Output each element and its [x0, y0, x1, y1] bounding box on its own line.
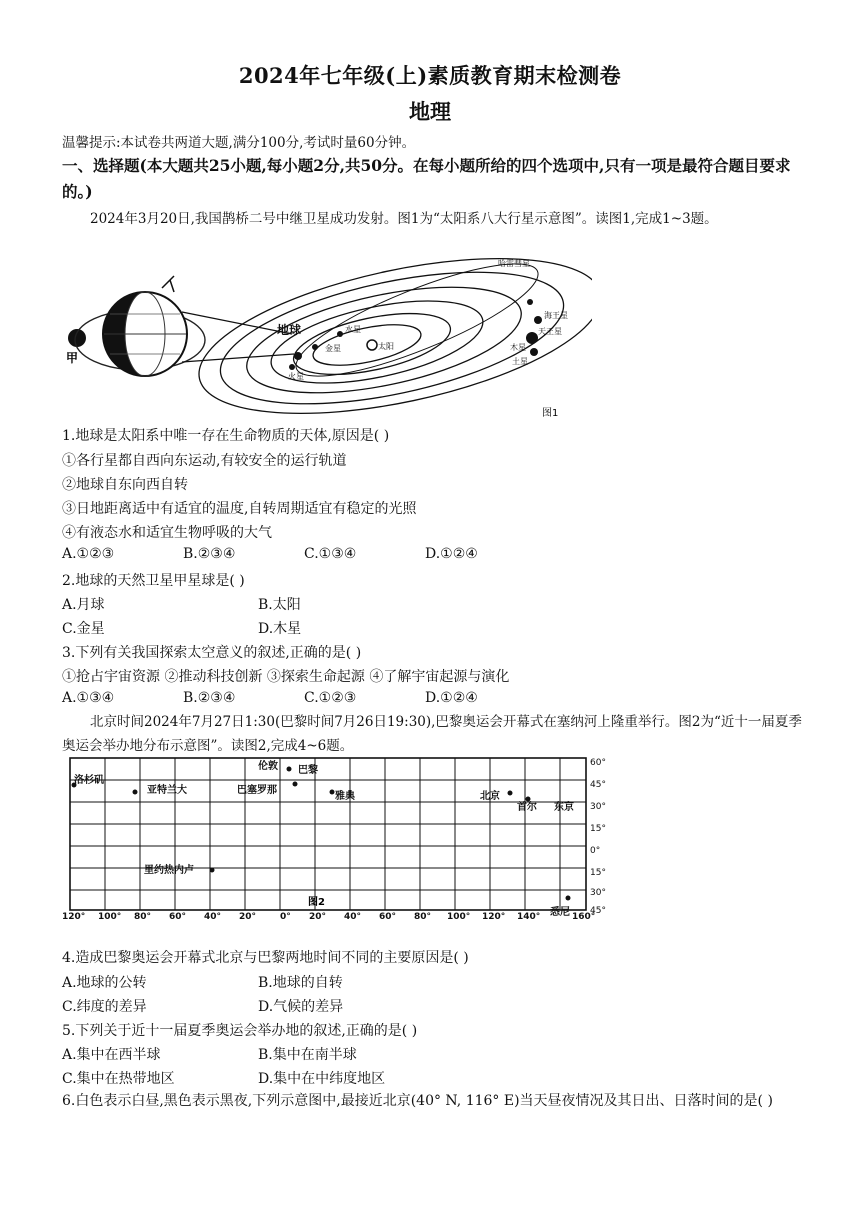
- question-2-stem: 2.地球的天然卫星甲星球是( ): [62, 573, 245, 589]
- svg-text:水星: 水星: [345, 325, 361, 334]
- intro-paragraph-1: 2024年3月20日,我国鹊桥二号中继卫星成功发射。图1为“太阳系八大行星示意图”。读图1,完成1~3题。: [90, 211, 718, 227]
- svg-text:里约热内卢: 里约热内卢: [144, 865, 194, 876]
- question-4-option-d[interactable]: D.气候的差异: [258, 999, 344, 1015]
- svg-text:火星: 火星: [288, 372, 304, 381]
- question-1-option-c[interactable]: C.①③④: [304, 546, 357, 562]
- svg-text:金星: 金星: [325, 344, 341, 353]
- question-6-stem: 6.白色表示白昼,黑色表示黑夜,下列示意图中,最接近北京(40° N, 116° E)当天昼夜情况及其日出、日落时间的是( ): [62, 1093, 773, 1109]
- svg-text:20°: 20°: [309, 912, 327, 920]
- svg-text:北京: 北京: [480, 791, 500, 802]
- intro-paragraph-2: 北京时间2024年7月27日1:30(巴黎时间7月26日19:30),巴黎奥运会开幕式在塞纳河上隆重举行。图2为“近十一届夏季奥运会举办地分布示意图”。读图2,完成4~6题。: [62, 714, 802, 754]
- question-4-option-a[interactable]: A.地球的公转: [62, 975, 147, 991]
- svg-text:雅典: 雅典: [335, 791, 355, 802]
- question-3-option-c[interactable]: C.①②③: [304, 690, 357, 706]
- svg-text:45°: 45°: [590, 906, 606, 916]
- question-5-option-c[interactable]: C.集中在热带地区: [62, 1071, 175, 1087]
- svg-text:80°: 80°: [414, 912, 432, 920]
- figure-1-caption: 图1: [542, 408, 559, 419]
- svg-text:巴黎: 巴黎: [298, 765, 318, 776]
- sun-icon: [367, 340, 377, 350]
- svg-text:洛杉矶: 洛杉矶: [74, 775, 104, 786]
- svg-text:地球: 地球: [277, 323, 302, 337]
- svg-text:太阳: 太阳: [378, 342, 394, 351]
- question-5-option-d[interactable]: D.集中在中纬度地区: [258, 1071, 386, 1087]
- svg-text:40°: 40°: [204, 912, 222, 920]
- svg-text:天王星: 天王星: [538, 327, 562, 336]
- svg-text:45°: 45°: [590, 780, 606, 790]
- question-5-option-b[interactable]: B.集中在南半球: [258, 1047, 357, 1063]
- subject-title: 地理: [409, 99, 451, 124]
- svg-text:悉尼: 悉尼: [550, 907, 570, 918]
- question-1-stem: 1.地球是太阳系中唯一存在生命物质的天体,原因是( ): [62, 428, 390, 444]
- svg-text:100°: 100°: [98, 912, 122, 920]
- svg-text:海王星: 海王星: [544, 311, 568, 320]
- figure-2-olympic-map: [62, 755, 622, 920]
- question-3-stem: 3.下列有关我国探索太空意义的叙述,正确的是( ): [62, 645, 362, 661]
- question-3-option-d[interactable]: D.①②④: [425, 690, 478, 706]
- svg-text:60°: 60°: [590, 758, 606, 768]
- figure-1-solar-system: [62, 252, 592, 420]
- question-2-option-b[interactable]: B.太阳: [258, 597, 301, 613]
- question-3-statements: ①抢占宇宙资源 ②推动科技创新 ③探索生命起源 ④了解宇宙起源与演化: [62, 669, 510, 685]
- svg-text:15°: 15°: [590, 868, 606, 878]
- svg-text:0°: 0°: [590, 846, 601, 856]
- svg-text:东京: 东京: [554, 802, 574, 813]
- question-5-option-a[interactable]: A.集中在西半球: [62, 1047, 161, 1063]
- question-1-statement-1: ①各行星都自西向东运动,有较安全的运行轨道: [62, 453, 347, 469]
- section-heading: 一、选择题(本大题共25小题,每小题2分,共50分。在每小题所给的四个选项中,只有一项是最符合题目要求的。): [62, 156, 791, 201]
- svg-text:20°: 20°: [239, 912, 257, 920]
- page-title: 2024年七年级(上)素质教育期末检测卷: [238, 63, 622, 88]
- svg-text:140°: 140°: [517, 912, 541, 920]
- question-1-statement-2: ②地球自东向西自转: [62, 477, 188, 493]
- exam-tip: 温馨提示:本试卷共两道大题,满分100分,考试时量60分钟。: [62, 135, 416, 151]
- question-1-option-b[interactable]: B.②③④: [183, 546, 236, 562]
- question-5-stem: 5.下列关于近十一届夏季奥运会举办地的叙述,正确的是( ): [62, 1023, 418, 1039]
- svg-text:伦敦: 伦敦: [258, 761, 278, 772]
- question-1-statement-4: ④有液态水和适宜生物呼吸的大气: [62, 525, 272, 541]
- figure-2-caption: 图2: [308, 897, 325, 908]
- svg-text:160°: 160°: [572, 912, 596, 920]
- svg-text:80°: 80°: [134, 912, 152, 920]
- svg-text:土星: 土星: [512, 357, 528, 366]
- svg-text:40°: 40°: [344, 912, 362, 920]
- svg-text:60°: 60°: [379, 912, 397, 920]
- question-2-option-d[interactable]: D.木星: [258, 621, 302, 637]
- question-3-option-a[interactable]: A.①③④: [62, 690, 115, 706]
- question-4-option-c[interactable]: C.纬度的差异: [62, 999, 147, 1015]
- svg-text:60°: 60°: [169, 912, 187, 920]
- question-4-stem: 4.造成巴黎奥运会开幕式北京与巴黎两地时间不同的主要原因是( ): [62, 950, 469, 966]
- svg-text:15°: 15°: [590, 824, 606, 834]
- question-2-option-a[interactable]: A.月球: [62, 597, 105, 613]
- svg-text:100°: 100°: [447, 912, 471, 920]
- svg-text:木星: 木星: [510, 343, 526, 352]
- svg-text:30°: 30°: [590, 802, 606, 812]
- svg-text:30°: 30°: [590, 888, 606, 898]
- svg-text:巴塞罗那: 巴塞罗那: [237, 785, 277, 796]
- svg-text:首尔: 首尔: [517, 802, 537, 813]
- svg-text:120°: 120°: [482, 912, 506, 920]
- question-4-option-b[interactable]: B.地球的自转: [258, 975, 343, 991]
- question-1-option-d[interactable]: D.①②④: [425, 546, 478, 562]
- question-1-option-a[interactable]: A.①②③: [62, 546, 115, 562]
- question-1-statement-3: ③日地距离适中有适宜的温度,自转周期适宜有稳定的光照: [62, 501, 417, 517]
- svg-text:亚特兰大: 亚特兰大: [147, 785, 187, 796]
- question-2-option-c[interactable]: C.金星: [62, 621, 105, 637]
- svg-text:120°: 120°: [62, 912, 86, 920]
- svg-text:0°: 0°: [280, 912, 291, 920]
- label-jia: 甲: [66, 351, 79, 365]
- svg-text:哈雷彗星: 哈雷彗星: [498, 259, 530, 268]
- question-3-option-b[interactable]: B.②③④: [183, 690, 236, 706]
